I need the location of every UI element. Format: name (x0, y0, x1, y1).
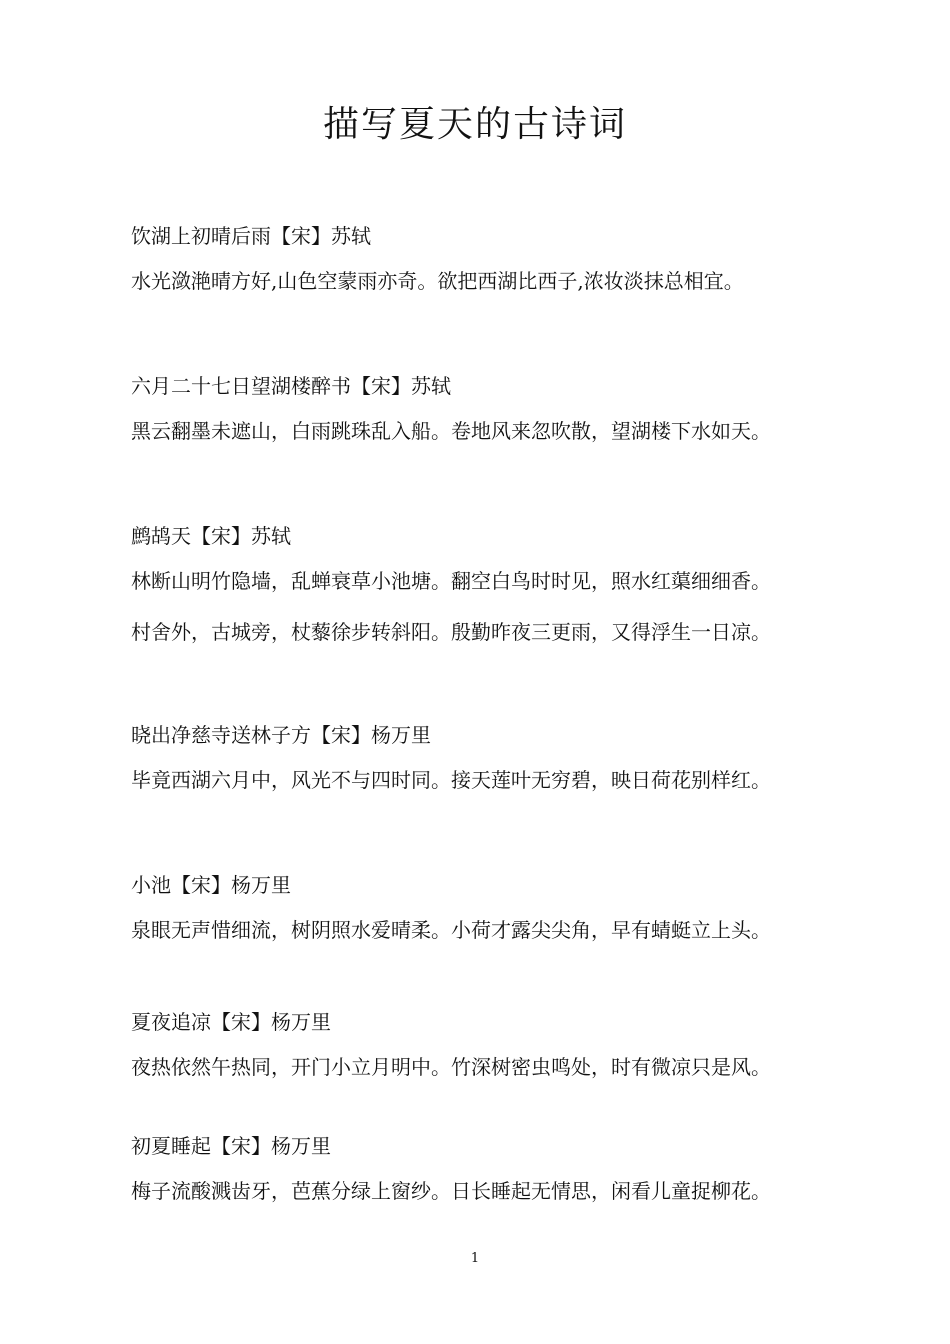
poem-line: 林断山明竹隐墙，乱蝉衰草小池塘。翻空白鸟时时见，照水红蕖细细香。 (131, 569, 771, 593)
poem-heading: 六月二十七日望湖楼醉书【宋】苏轼 (131, 374, 451, 398)
poem-line: 毕竟西湖六月中，风光不与四时同。接天莲叶无穷碧，映日荷花别样红。 (131, 768, 771, 792)
poem-line: 梅子流酸溅齿牙，芭蕉分绿上窗纱。日长睡起无情思，闲看儿童捉柳花。 (131, 1179, 771, 1203)
poem-line: 黑云翻墨未遮山，白雨跳珠乱入船。卷地风来忽吹散，望湖楼下水如天。 (131, 419, 771, 443)
poem-xiao-chu-jing-ci-si (131, 721, 831, 794)
poem-heading: 小池【宋】杨万里 (131, 873, 291, 897)
poem-line: 村舍外，古城旁，杖藜徐步转斜阳。殷勤昨夜三更雨，又得浮生一日凉。 (131, 620, 771, 644)
poem-chu-xia-shui-qi (131, 1132, 831, 1205)
poem-line: 夜热依然午热同，开门小立月明中。竹深树密虫鸣处，时有微凉只是风。 (131, 1055, 771, 1079)
poem-heading: 初夏睡起【宋】杨万里 (131, 1134, 331, 1158)
poem-heading: 鹧鸪天【宋】苏轼 (131, 524, 291, 548)
poem-line: 水光潋滟晴方好,山色空蒙雨亦奇。欲把西湖比西子,浓妆淡抹总相宜。 (131, 269, 744, 293)
poem-zhe-gu-tian (131, 522, 831, 646)
poem-heading: 晓出净慈寺送林子方【宋】杨万里 (131, 723, 431, 747)
poem-wang-hu-lou (131, 372, 831, 445)
poem-line: 泉眼无声惜细流，树阴照水爱晴柔。小荷才露尖尖角，早有蜻蜓立上头。 (131, 918, 771, 942)
poem-yin-hu-shang (131, 222, 831, 295)
page-title: 描写夏天的古诗词 (322, 104, 627, 145)
poem-xia-ye-zhui-liang (131, 1008, 831, 1081)
poem-heading: 饮湖上初晴后雨【宋】苏轼 (131, 224, 371, 248)
poem-heading: 夏夜追凉【宋】杨万里 (131, 1010, 331, 1034)
page-number: 1 (470, 1251, 480, 1266)
poem-xiao-chi (131, 871, 831, 944)
